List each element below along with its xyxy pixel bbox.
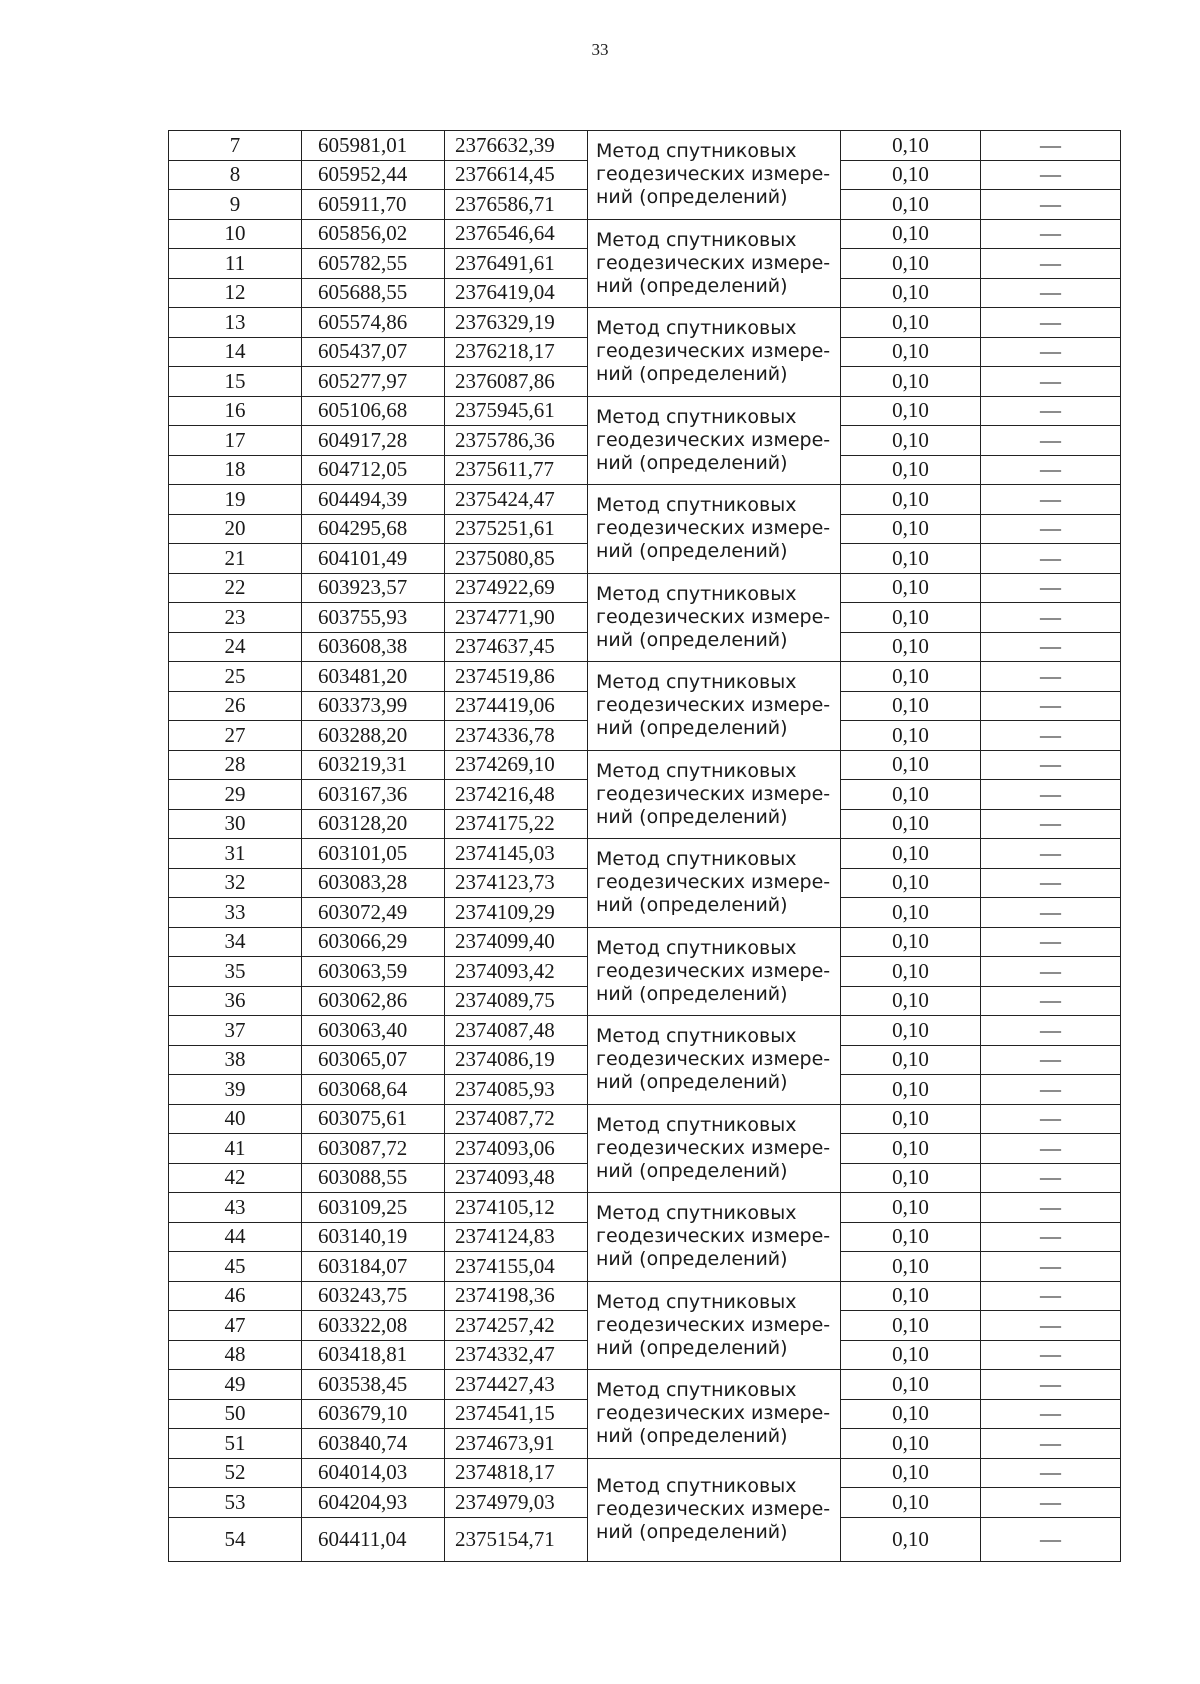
y-coordinate-cell: 2374198,36 (445, 1281, 588, 1311)
y-coordinate-cell: 2374105,12 (445, 1193, 588, 1223)
y-coordinate-cell: 2376614,45 (445, 160, 588, 190)
accuracy-cell: 0,10 (841, 927, 981, 957)
x-coordinate-cell: 605574,86 (302, 308, 445, 338)
point-number-cell: 42 (169, 1163, 302, 1193)
note-cell: — (981, 1517, 1121, 1561)
note-cell: — (981, 1340, 1121, 1370)
point-number-cell: 16 (169, 396, 302, 426)
y-coordinate-cell: 2374089,75 (445, 986, 588, 1016)
note-cell: — (981, 1163, 1121, 1193)
y-coordinate-cell: 2376586,71 (445, 190, 588, 220)
point-number-cell: 22 (169, 573, 302, 603)
table-row (169, 1370, 1121, 1400)
y-coordinate-cell: 2374124,83 (445, 1222, 588, 1252)
y-coordinate-cell: 2374155,04 (445, 1252, 588, 1282)
accuracy-cell: 0,10 (841, 957, 981, 987)
x-coordinate-cell: 603140,19 (302, 1222, 445, 1252)
note-cell: — (981, 632, 1121, 662)
y-coordinate-cell: 2374216,48 (445, 780, 588, 810)
accuracy-cell: 0,10 (841, 1517, 981, 1561)
method-cell: Метод спутниковых геодезических измере-ний (определений) (588, 927, 841, 1016)
x-coordinate-cell: 603418,81 (302, 1340, 445, 1370)
point-number-cell: 10 (169, 219, 302, 249)
accuracy-cell: 0,10 (841, 160, 981, 190)
point-number-cell: 54 (169, 1517, 302, 1561)
table-row (169, 927, 1121, 957)
y-coordinate-cell: 2374086,19 (445, 1045, 588, 1075)
y-coordinate-cell: 2374541,15 (445, 1399, 588, 1429)
note-cell: — (981, 544, 1121, 574)
accuracy-cell: 0,10 (841, 662, 981, 692)
y-coordinate-cell: 2375424,47 (445, 485, 588, 515)
accuracy-cell: 0,10 (841, 1340, 981, 1370)
y-coordinate-cell: 2374257,42 (445, 1311, 588, 1341)
x-coordinate-cell: 604494,39 (302, 485, 445, 515)
y-coordinate-cell: 2374123,73 (445, 868, 588, 898)
note-cell: — (981, 1252, 1121, 1282)
accuracy-cell: 0,10 (841, 1193, 981, 1223)
point-number-cell: 45 (169, 1252, 302, 1282)
point-number-cell: 28 (169, 750, 302, 780)
point-number-cell: 53 (169, 1488, 302, 1518)
accuracy-cell: 0,10 (841, 396, 981, 426)
table-row (169, 1104, 1121, 1134)
accuracy-cell: 0,10 (841, 1488, 981, 1518)
note-cell: — (981, 1458, 1121, 1488)
accuracy-cell: 0,10 (841, 544, 981, 574)
note-cell: — (981, 485, 1121, 515)
y-coordinate-cell: 2376329,19 (445, 308, 588, 338)
point-number-cell: 8 (169, 160, 302, 190)
page-number: 33 (591, 40, 609, 59)
table-row (169, 131, 1121, 161)
accuracy-cell: 0,10 (841, 1163, 981, 1193)
note-cell: — (981, 1193, 1121, 1223)
y-coordinate-cell: 2374771,90 (445, 603, 588, 633)
x-coordinate-cell: 605437,07 (302, 337, 445, 367)
table-row (169, 219, 1121, 249)
x-coordinate-cell: 603062,86 (302, 986, 445, 1016)
method-cell: Метод спутниковых геодезических измере-ний (определений) (588, 1370, 841, 1459)
table-row (169, 750, 1121, 780)
accuracy-cell: 0,10 (841, 1104, 981, 1134)
y-coordinate-cell: 2374093,06 (445, 1134, 588, 1164)
method-cell: Метод спутниковых геодезических измере-ний (определений) (588, 573, 841, 662)
x-coordinate-cell: 604204,93 (302, 1488, 445, 1518)
point-number-cell: 9 (169, 190, 302, 220)
accuracy-cell: 0,10 (841, 898, 981, 928)
note-cell: — (981, 1016, 1121, 1046)
y-coordinate-cell: 2376546,64 (445, 219, 588, 249)
point-number-cell: 39 (169, 1075, 302, 1105)
point-number-cell: 26 (169, 691, 302, 721)
note-cell: — (981, 1104, 1121, 1134)
point-number-cell: 20 (169, 514, 302, 544)
accuracy-cell: 0,10 (841, 1429, 981, 1459)
note-cell: — (981, 1370, 1121, 1400)
x-coordinate-cell: 604411,04 (302, 1517, 445, 1561)
y-coordinate-cell: 2374175,22 (445, 809, 588, 839)
method-cell: Метод спутниковых геодезических измере-ний (определений) (588, 1016, 841, 1105)
y-coordinate-cell: 2375945,61 (445, 396, 588, 426)
x-coordinate-cell: 603608,38 (302, 632, 445, 662)
x-coordinate-cell: 603128,20 (302, 809, 445, 839)
method-cell: Метод спутниковых геодезических измере-ний (определений) (588, 839, 841, 928)
y-coordinate-cell: 2374087,48 (445, 1016, 588, 1046)
note-cell: — (981, 337, 1121, 367)
note-cell: — (981, 868, 1121, 898)
y-coordinate-cell: 2376419,04 (445, 278, 588, 308)
point-number-cell: 44 (169, 1222, 302, 1252)
point-number-cell: 25 (169, 662, 302, 692)
accuracy-cell: 0,10 (841, 219, 981, 249)
method-cell: Метод спутниковых геодезических измере-ний (определений) (588, 308, 841, 397)
x-coordinate-cell: 603063,40 (302, 1016, 445, 1046)
y-coordinate-cell: 2375080,85 (445, 544, 588, 574)
note-cell: — (981, 1222, 1121, 1252)
x-coordinate-cell: 604014,03 (302, 1458, 445, 1488)
note-cell: — (981, 1399, 1121, 1429)
table-row (169, 1281, 1121, 1311)
point-number-cell: 32 (169, 868, 302, 898)
y-coordinate-cell: 2374087,72 (445, 1104, 588, 1134)
table-row (169, 839, 1121, 869)
accuracy-cell: 0,10 (841, 1399, 981, 1429)
point-number-cell: 52 (169, 1458, 302, 1488)
point-number-cell: 18 (169, 455, 302, 485)
table-row (169, 485, 1121, 515)
x-coordinate-cell: 603088,55 (302, 1163, 445, 1193)
x-coordinate-cell: 603068,64 (302, 1075, 445, 1105)
x-coordinate-cell: 605277,97 (302, 367, 445, 397)
point-number-cell: 51 (169, 1429, 302, 1459)
point-number-cell: 40 (169, 1104, 302, 1134)
note-cell: — (981, 662, 1121, 692)
point-number-cell: 21 (169, 544, 302, 574)
note-cell: — (981, 721, 1121, 751)
table-row (169, 1016, 1121, 1046)
y-coordinate-cell: 2374419,06 (445, 691, 588, 721)
method-cell: Метод спутниковых геодезических измере-ний (определений) (588, 750, 841, 839)
table-row (169, 573, 1121, 603)
accuracy-cell: 0,10 (841, 868, 981, 898)
table-row (169, 396, 1121, 426)
accuracy-cell: 0,10 (841, 1134, 981, 1164)
note-cell: — (981, 1311, 1121, 1341)
point-number-cell: 27 (169, 721, 302, 751)
x-coordinate-cell: 603072,49 (302, 898, 445, 928)
note-cell: — (981, 691, 1121, 721)
y-coordinate-cell: 2375611,77 (445, 455, 588, 485)
x-coordinate-cell: 603840,74 (302, 1429, 445, 1459)
y-coordinate-cell: 2374099,40 (445, 927, 588, 957)
y-coordinate-cell: 2374427,43 (445, 1370, 588, 1400)
x-coordinate-cell: 603923,57 (302, 573, 445, 603)
x-coordinate-cell: 603066,29 (302, 927, 445, 957)
x-coordinate-cell: 603184,07 (302, 1252, 445, 1282)
method-cell: Метод спутниковых геодезических измере-ний (определений) (588, 485, 841, 574)
x-coordinate-cell: 603109,25 (302, 1193, 445, 1223)
point-number-cell: 19 (169, 485, 302, 515)
note-cell: — (981, 750, 1121, 780)
note-cell: — (981, 927, 1121, 957)
table-row (169, 308, 1121, 338)
point-number-cell: 14 (169, 337, 302, 367)
note-cell: — (981, 367, 1121, 397)
accuracy-cell: 0,10 (841, 455, 981, 485)
note-cell: — (981, 603, 1121, 633)
x-coordinate-cell: 605981,01 (302, 131, 445, 161)
note-cell: — (981, 1045, 1121, 1075)
point-number-cell: 50 (169, 1399, 302, 1429)
point-number-cell: 49 (169, 1370, 302, 1400)
note-cell: — (981, 957, 1121, 987)
accuracy-cell: 0,10 (841, 1252, 981, 1282)
y-coordinate-cell: 2375251,61 (445, 514, 588, 544)
note-cell: — (981, 1429, 1121, 1459)
note-cell: — (981, 1134, 1121, 1164)
note-cell: — (981, 160, 1121, 190)
note-cell: — (981, 986, 1121, 1016)
point-number-cell: 17 (169, 426, 302, 456)
point-number-cell: 35 (169, 957, 302, 987)
note-cell: — (981, 396, 1121, 426)
point-number-cell: 23 (169, 603, 302, 633)
accuracy-cell: 0,10 (841, 1458, 981, 1488)
x-coordinate-cell: 603679,10 (302, 1399, 445, 1429)
accuracy-cell: 0,10 (841, 367, 981, 397)
coordinates-table-body (169, 131, 1121, 1562)
note-cell: — (981, 249, 1121, 279)
y-coordinate-cell: 2374269,10 (445, 750, 588, 780)
method-cell: Метод спутниковых геодезических измере-ний (определений) (588, 396, 841, 485)
accuracy-cell: 0,10 (841, 514, 981, 544)
y-coordinate-cell: 2374818,17 (445, 1458, 588, 1488)
point-number-cell: 37 (169, 1016, 302, 1046)
coordinates-table (168, 130, 1121, 1562)
method-cell: Метод спутниковых геодезических измере-ний (определений) (588, 1281, 841, 1370)
method-cell: Метод спутниковых геодезических измере-ний (определений) (588, 1104, 841, 1193)
accuracy-cell: 0,10 (841, 632, 981, 662)
x-coordinate-cell: 603288,20 (302, 721, 445, 751)
y-coordinate-cell: 2374922,69 (445, 573, 588, 603)
y-coordinate-cell: 2375154,71 (445, 1517, 588, 1561)
note-cell: — (981, 190, 1121, 220)
y-coordinate-cell: 2375786,36 (445, 426, 588, 456)
accuracy-cell: 0,10 (841, 573, 981, 603)
note-cell: — (981, 839, 1121, 869)
x-coordinate-cell: 603075,61 (302, 1104, 445, 1134)
table-row (169, 1458, 1121, 1488)
x-coordinate-cell: 605688,55 (302, 278, 445, 308)
x-coordinate-cell: 604295,68 (302, 514, 445, 544)
y-coordinate-cell: 2376218,17 (445, 337, 588, 367)
point-number-cell: 15 (169, 367, 302, 397)
note-cell: — (981, 514, 1121, 544)
x-coordinate-cell: 603063,59 (302, 957, 445, 987)
table-row (169, 1193, 1121, 1223)
y-coordinate-cell: 2374637,45 (445, 632, 588, 662)
accuracy-cell: 0,10 (841, 780, 981, 810)
note-cell: — (981, 1281, 1121, 1311)
note-cell: — (981, 426, 1121, 456)
y-coordinate-cell: 2376632,39 (445, 131, 588, 161)
note-cell: — (981, 898, 1121, 928)
x-coordinate-cell: 604101,49 (302, 544, 445, 574)
accuracy-cell: 0,10 (841, 1281, 981, 1311)
x-coordinate-cell: 605106,68 (302, 396, 445, 426)
accuracy-cell: 0,10 (841, 337, 981, 367)
accuracy-cell: 0,10 (841, 485, 981, 515)
point-number-cell: 36 (169, 986, 302, 1016)
accuracy-cell: 0,10 (841, 278, 981, 308)
point-number-cell: 30 (169, 809, 302, 839)
note-cell: — (981, 1488, 1121, 1518)
point-number-cell: 38 (169, 1045, 302, 1075)
accuracy-cell: 0,10 (841, 249, 981, 279)
x-coordinate-cell: 605856,02 (302, 219, 445, 249)
x-coordinate-cell: 603101,05 (302, 839, 445, 869)
table-row (169, 662, 1121, 692)
note-cell: — (981, 278, 1121, 308)
x-coordinate-cell: 603083,28 (302, 868, 445, 898)
x-coordinate-cell: 603243,75 (302, 1281, 445, 1311)
point-number-cell: 43 (169, 1193, 302, 1223)
point-number-cell: 11 (169, 249, 302, 279)
accuracy-cell: 0,10 (841, 750, 981, 780)
accuracy-cell: 0,10 (841, 308, 981, 338)
point-number-cell: 41 (169, 1134, 302, 1164)
accuracy-cell: 0,10 (841, 426, 981, 456)
x-coordinate-cell: 603481,20 (302, 662, 445, 692)
method-cell: Метод спутниковых геодезических измере-ний (определений) (588, 662, 841, 751)
accuracy-cell: 0,10 (841, 1370, 981, 1400)
x-coordinate-cell: 603167,36 (302, 780, 445, 810)
x-coordinate-cell: 603373,99 (302, 691, 445, 721)
point-number-cell: 48 (169, 1340, 302, 1370)
y-coordinate-cell: 2374145,03 (445, 839, 588, 869)
y-coordinate-cell: 2374093,48 (445, 1163, 588, 1193)
y-coordinate-cell: 2376491,61 (445, 249, 588, 279)
point-number-cell: 46 (169, 1281, 302, 1311)
accuracy-cell: 0,10 (841, 809, 981, 839)
accuracy-cell: 0,10 (841, 1222, 981, 1252)
x-coordinate-cell: 603087,72 (302, 1134, 445, 1164)
point-number-cell: 29 (169, 780, 302, 810)
note-cell: — (981, 308, 1121, 338)
note-cell: — (981, 219, 1121, 249)
accuracy-cell: 0,10 (841, 986, 981, 1016)
point-number-cell: 31 (169, 839, 302, 869)
y-coordinate-cell: 2374336,78 (445, 721, 588, 751)
accuracy-cell: 0,10 (841, 721, 981, 751)
accuracy-cell: 0,10 (841, 1311, 981, 1341)
point-number-cell: 24 (169, 632, 302, 662)
accuracy-cell: 0,10 (841, 691, 981, 721)
method-cell: Метод спутниковых геодезических измере-ний (определений) (588, 1193, 841, 1282)
point-number-cell: 12 (169, 278, 302, 308)
x-coordinate-cell: 604917,28 (302, 426, 445, 456)
accuracy-cell: 0,10 (841, 190, 981, 220)
x-coordinate-cell: 603322,08 (302, 1311, 445, 1341)
point-number-cell: 47 (169, 1311, 302, 1341)
x-coordinate-cell: 605911,70 (302, 190, 445, 220)
note-cell: — (981, 780, 1121, 810)
x-coordinate-cell: 603755,93 (302, 603, 445, 633)
y-coordinate-cell: 2374332,47 (445, 1340, 588, 1370)
x-coordinate-cell: 605782,55 (302, 249, 445, 279)
accuracy-cell: 0,10 (841, 1016, 981, 1046)
method-cell: Метод спутниковых геодезических измере-ний (определений) (588, 131, 841, 220)
accuracy-cell: 0,10 (841, 603, 981, 633)
y-coordinate-cell: 2374085,93 (445, 1075, 588, 1105)
x-coordinate-cell: 603219,31 (302, 750, 445, 780)
note-cell: — (981, 573, 1121, 603)
accuracy-cell: 0,10 (841, 131, 981, 161)
note-cell: — (981, 809, 1121, 839)
point-number-cell: 7 (169, 131, 302, 161)
method-cell: Метод спутниковых геодезических измере-ний (определений) (588, 1458, 841, 1561)
note-cell: — (981, 131, 1121, 161)
method-cell: Метод спутниковых геодезических измере-ний (определений) (588, 219, 841, 308)
y-coordinate-cell: 2374673,91 (445, 1429, 588, 1459)
x-coordinate-cell: 604712,05 (302, 455, 445, 485)
note-cell: — (981, 1075, 1121, 1105)
point-number-cell: 13 (169, 308, 302, 338)
x-coordinate-cell: 605952,44 (302, 160, 445, 190)
note-cell: — (981, 455, 1121, 485)
point-number-cell: 33 (169, 898, 302, 928)
y-coordinate-cell: 2376087,86 (445, 367, 588, 397)
y-coordinate-cell: 2374093,42 (445, 957, 588, 987)
y-coordinate-cell: 2374519,86 (445, 662, 588, 692)
accuracy-cell: 0,10 (841, 839, 981, 869)
accuracy-cell: 0,10 (841, 1075, 981, 1105)
y-coordinate-cell: 2374979,03 (445, 1488, 588, 1518)
point-number-cell: 34 (169, 927, 302, 957)
x-coordinate-cell: 603538,45 (302, 1370, 445, 1400)
x-coordinate-cell: 603065,07 (302, 1045, 445, 1075)
accuracy-cell: 0,10 (841, 1045, 981, 1075)
y-coordinate-cell: 2374109,29 (445, 898, 588, 928)
